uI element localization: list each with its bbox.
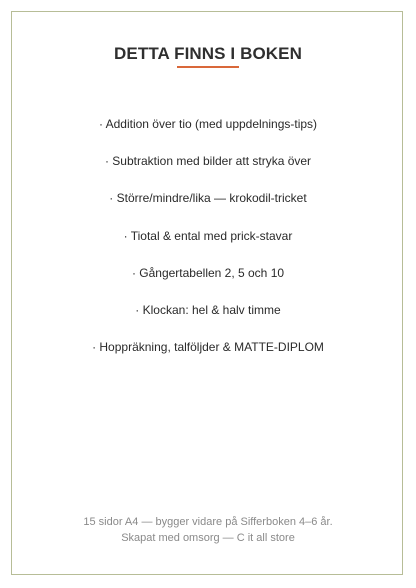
list-item: · Större/mindre/lika — krokodil-tricket (109, 191, 307, 206)
list-item: · Addition över tio (med uppdelnings-tips) (98, 117, 318, 131)
list-item: · Gångertabellen 2, 5 och 10 (131, 265, 285, 280)
page-title: DETTA FINNS I BOKEN (114, 44, 302, 63)
footer-line-credit: Skapat med omsorg — C it all store (121, 532, 295, 544)
list-item: · Klockan: hel & halv timme (135, 302, 281, 317)
list-item: · Subtraktion med bilder att stryka över (104, 154, 312, 169)
footer (0, 514, 416, 546)
list-item: · Hoppräkning, talföljder & MATTE-DIPLOM (92, 340, 324, 355)
contents-list (0, 116, 416, 376)
list-item: · Tiotal & ental med prick-stavar (123, 228, 293, 243)
title-underline (177, 66, 239, 68)
footer-line-pages: 15 sidor A4 — bygger vidare på Sifferboken 4–6 år. (83, 516, 333, 528)
